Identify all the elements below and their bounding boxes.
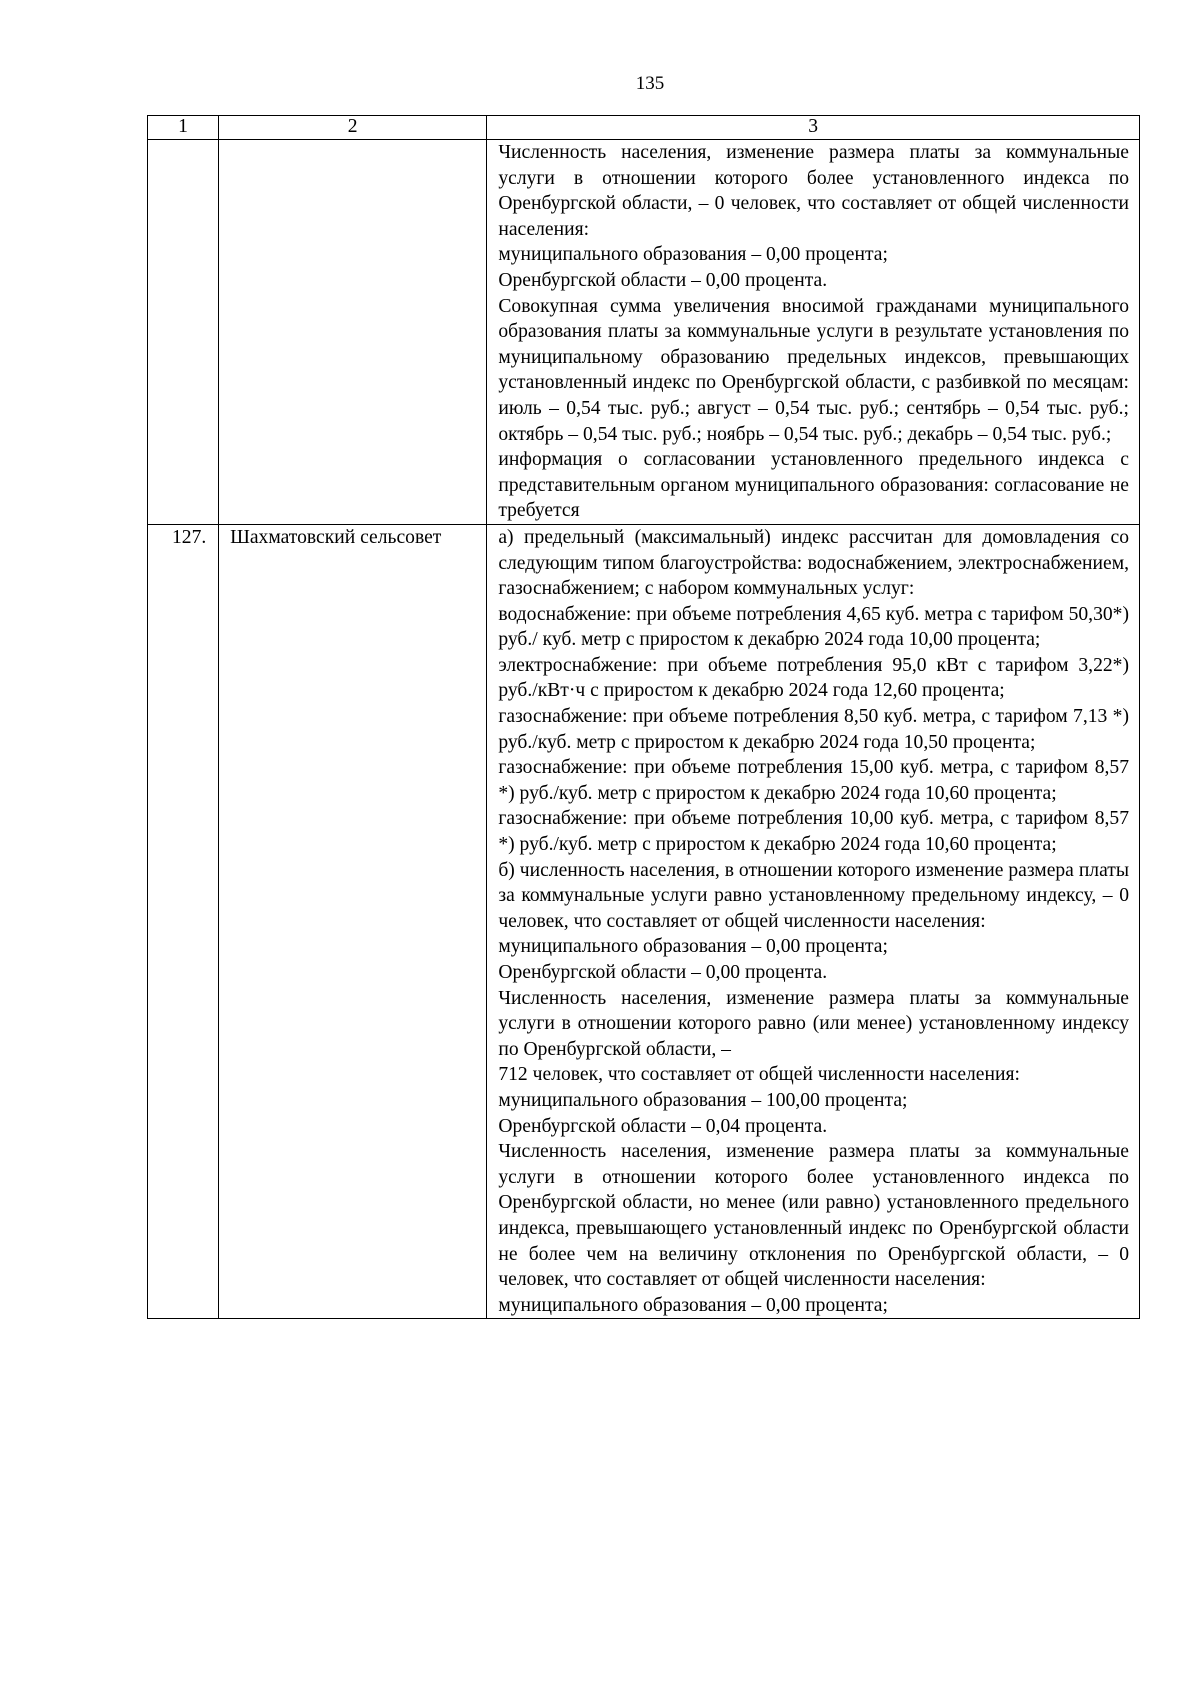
header-row — [148, 116, 1140, 140]
text-paragraph: Численность населения, изменение размера платы за коммунальные услуги в отношении которого равно (или менее) установленному индексу по Оренбургской области, – — [498, 987, 1129, 1060]
text-paragraph: Оренбургской области – 0,04 процента. — [498, 1115, 828, 1137]
text-paragraph: б) численность населения, в отношении которого изменение размера платы за коммунальные услуги равно установленному предельному индексу, – 0 человек, что составляет от общей численности населения: — [498, 859, 1129, 932]
text-paragraph: газоснабжение: при объеме потребления 10,00 куб. метра, с тарифом 8,57 *) руб./куб. метр с приростом к декабрю 2024 года 10,60 процента; — [498, 808, 1129, 856]
header-col-3: 3 — [487, 116, 1140, 140]
text-paragraph: водоснабжение: при объеме потребления 4,65 куб. метра с тарифом 50,30*) руб./ куб. метр с приростом к декабрю 2024 года 10,00 процента; — [498, 603, 1129, 651]
text-paragraph: муниципального образования – 0,00 процента; — [498, 1294, 888, 1316]
continuation-text-cell — [487, 140, 1140, 525]
row-text-cell — [487, 524, 1140, 1318]
text-paragraph: газоснабжение: при объеме потребления 15,00 куб. метра, с тарифом 8,57 *) руб./куб. метр с приростом к декабрю 2024 года 10,60 процента; — [498, 757, 1129, 804]
text-paragraph: Численность населения, изменение размера платы за коммунальные услуги в отношении которого более установленного индекса по Оренбургской области, – 0 человек, что составляет от общей численности населения: — [498, 142, 1129, 240]
header-col-1: 1 — [148, 116, 219, 140]
text-paragraph: муниципального образования – 0,00 процента; — [498, 244, 888, 266]
continuation-row — [148, 140, 1140, 525]
header-col-2: 2 — [219, 116, 487, 140]
municipality-name: Шахматовский сельсовет — [219, 524, 487, 1318]
text-paragraph: Оренбургской области – 0,00 процента. — [498, 962, 828, 983]
text-paragraph: муниципального образования – 100,00 процента; — [498, 1089, 908, 1111]
text-paragraph: а) предельный (максимальный) индекс рассчитан для домовладения со следующим типом благоустройства: водоснабжением, электроснабжением, газоснабжением; с набором коммунальных услуг: — [498, 526, 1129, 600]
table-row — [148, 524, 1140, 1318]
text-paragraph: Совокупная сумма увеличения вносимой гражданами муниципального образования платы за коммунальные услуги в результате установления по муниципальному образованию предельных индексов, превышающих установленный индекс по Оренбургской области, с разбивкой по месяцам: июль – 0,54 тыс. руб.; август – 0,54 тыс. руб.; сентябрь – 0,54 тыс. руб.; октябрь – 0,54 тыс. руб.; ноябрь – 0,54 тыс. руб.; декабрь – 0,54 тыс. руб.; — [498, 295, 1129, 445]
row-number: 127. — [148, 524, 219, 1318]
continuation-name-cell — [219, 140, 487, 525]
text-paragraph: информация о согласовании установленного предельного индекса с представительным органом муниципального образования: согласование не требуется — [498, 449, 1129, 522]
text-paragraph: электроснабжение: при объеме потребления 95,0 кВт с тарифом 3,22*) руб./кВт·ч с приростом к декабрю 2024 года 12,60 процента; — [498, 654, 1129, 702]
continuation-number-cell — [148, 140, 219, 525]
page-number: 135 — [635, 73, 665, 94]
data-table — [147, 115, 1140, 1319]
text-paragraph: Численность населения, изменение размера платы за коммунальные услуги в отношении которого более установленного индекса по Оренбургской области, но менее (или равно) установленного предельного индекса, превышающего установленный индекс по Оренбургской области не более чем на величину отклонения по Оренбургской области, – 0 человек, что составляет от общей численности населения: — [498, 1141, 1129, 1291]
text-paragraph: газоснабжение: при объеме потребления 8,50 куб. метра, с тарифом 7,13 *) руб./куб. метр с приростом к декабрю 2024 года 10,50 процента; — [498, 706, 1129, 753]
text-paragraph: муниципального образования – 0,00 процента; — [498, 936, 888, 958]
text-paragraph: 712 человек, что составляет от общей численности населения: — [498, 1064, 1020, 1086]
text-paragraph: Оренбургской области – 0,00 процента. — [498, 269, 828, 291]
